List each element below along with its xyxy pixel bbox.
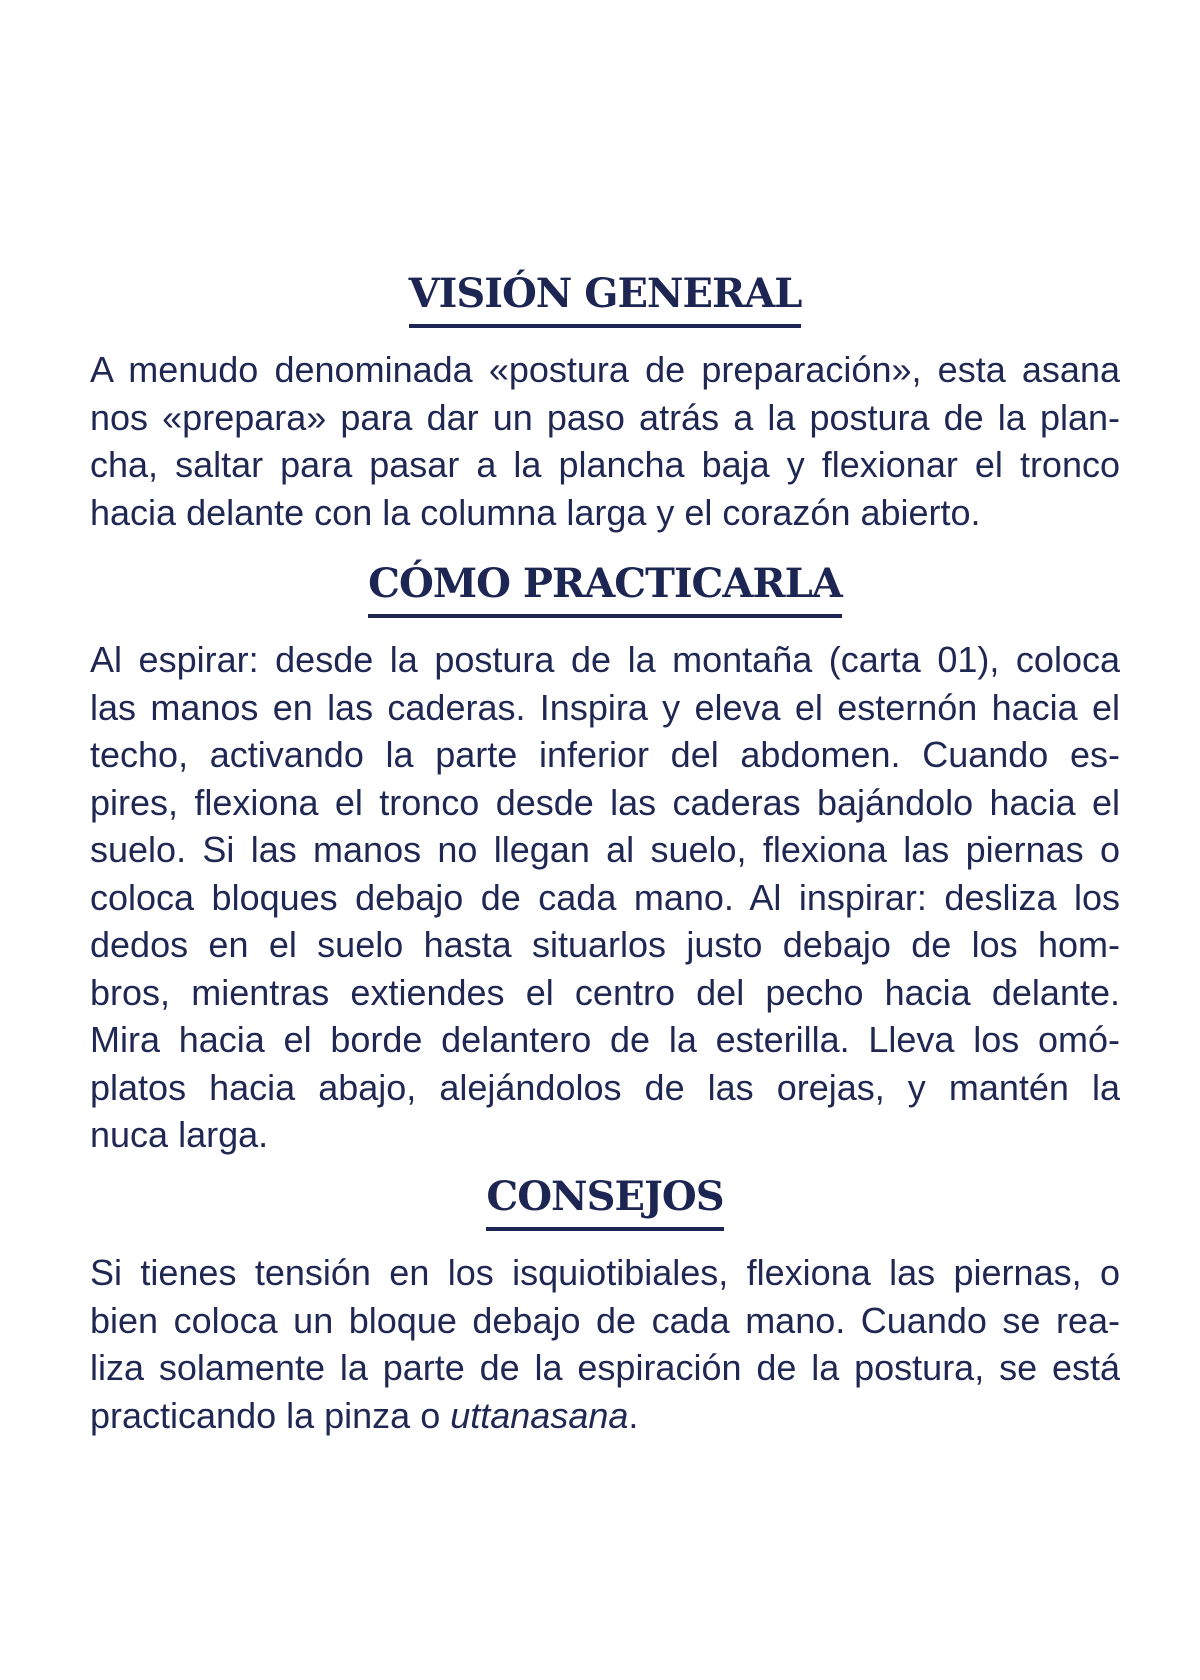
overview-heading-wrap: [90, 272, 1120, 328]
practice-paragraph: [90, 636, 1120, 1159]
practice-line: suelo. Si las manos no llegan al suelo, flexiona las piernas o: [90, 829, 1120, 870]
practice-line: dedos en el suelo hasta situarlos justo debajo de los hom-: [90, 924, 1120, 965]
asana-name-italic: uttanasana: [450, 1394, 629, 1436]
tips-line: Si tienes tensión en los isquiotibiales, flexiona las piernas, o: [90, 1252, 1120, 1293]
tips-last-line: [90, 1392, 1120, 1440]
practice-line: nuca larga.: [90, 1114, 269, 1155]
practice-line: platos hacia abajo, alejándolos de las orejas, y mantén la: [90, 1066, 1120, 1108]
tips-heading-wrap: [90, 1175, 1120, 1231]
practice-line: las manos en las caderas. Inspira y eleva el esternón hacia el: [90, 686, 1120, 728]
tips-section: [90, 1175, 1120, 1439]
overview-line: A menudo denominada «postura de preparación», esta asana: [90, 349, 1120, 390]
practice-line: pires, flexiona el tronco desde las caderas bajándolo hacia el: [90, 781, 1120, 823]
overview-paragraph: [90, 346, 1120, 536]
practice-line: bros, mientras extiendes el centro del pecho hacia delante.: [90, 971, 1120, 1013]
tips-last-line-prefix: practicando la pinza o: [90, 1394, 451, 1436]
overview-line: cha, saltar para pasar a la plancha baja y flexionar el tronco: [90, 444, 1120, 485]
practice-heading-wrap: [90, 562, 1120, 618]
overview-heading: VISIÓN GENERAL: [409, 272, 802, 328]
tips-line: bien coloca un bloque debajo de cada mano. Cuando se rea-: [90, 1299, 1120, 1341]
practice-section: [90, 562, 1120, 1159]
practice-line: Al espirar: desde la postura de la montaña (carta 01), coloca: [90, 639, 1120, 680]
overview-section: [90, 272, 1120, 536]
practice-heading: CÓMO PRACTICARLA: [368, 562, 842, 618]
practice-line: coloca bloques debajo de cada mano. Al inspirar: desliza los: [90, 876, 1120, 918]
tips-line: liza solamente la parte de la espiración de la postura, se está: [90, 1347, 1120, 1388]
tips-last-line-suffix: .: [628, 1394, 639, 1436]
practice-line: techo, activando la parte inferior del abdomen. Cuando es-: [90, 734, 1120, 775]
overview-line: nos «prepara» para dar un paso atrás a la postura de la plan-: [90, 396, 1120, 438]
overview-line: hacia delante con la columna larga y el corazón abierto.: [90, 491, 981, 533]
practice-line: Mira hacia el borde delantero de la esterilla. Lleva los omó-: [90, 1019, 1120, 1060]
tips-paragraph: [90, 1249, 1120, 1439]
tips-heading: CONSEJOS: [486, 1175, 723, 1231]
